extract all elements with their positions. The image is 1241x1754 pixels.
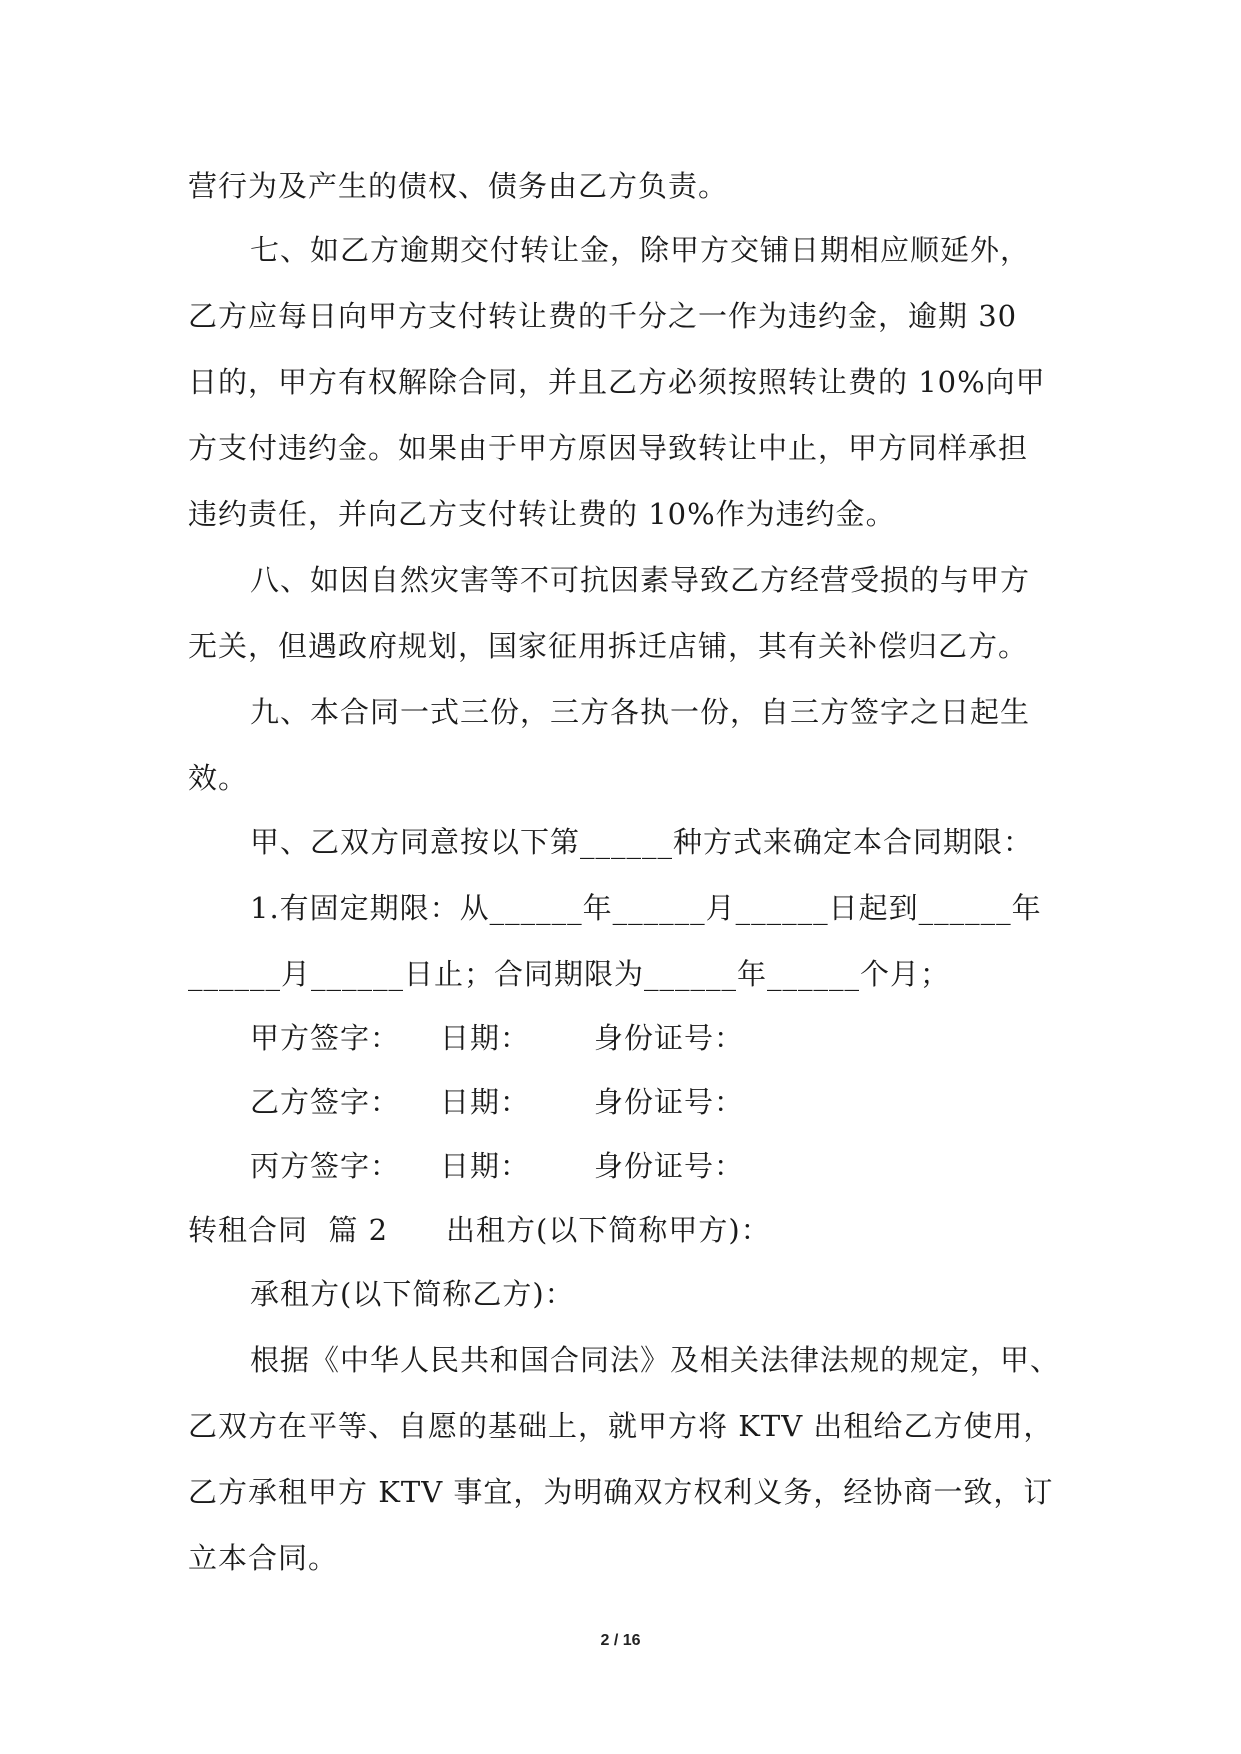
date-label: 日期： [440,1149,531,1183]
signature-label: 甲方签字： [250,1021,401,1055]
paragraph-line: 立本合同。 [188,1541,339,1575]
date-label: 日期： [440,1021,531,1055]
paragraph-line: 方支付违约金。如果由于甲方原因导致转让中止，甲方同样承担 [188,431,1029,465]
id-number-label: 身份证号： [594,1085,745,1119]
paragraph-line: 乙双方在平等、自愿的基础上，就甲方将 KTV 出租给乙方使用， [188,1409,1054,1443]
id-number-label: 身份证号： [594,1021,745,1055]
paragraph-line: 乙方应每日向甲方支付转让费的千分之一作为违约金，逾期 30 [188,299,1018,333]
paragraph-line: 营行为及产生的债权、债务由乙方负责。 [188,169,729,203]
paragraph-line: 效。 [188,761,249,795]
paragraph-line: 七、如乙方逾期交付转让金，除甲方交铺日期相应顺延外， [250,233,1031,267]
paragraph-line: 八、如因自然灾害等不可抗因素导致乙方经营受损的与甲方 [250,563,1031,597]
paragraph-line: 日的，甲方有权解除合同，并且乙方必须按照转让费的 10%向甲 [188,365,1046,399]
section-heading: 转租合同 篇 2 [188,1213,389,1247]
paragraph-line: 甲、乙双方同意按以下第______种方式来确定本合同期限： [250,825,1034,859]
paragraph-line: 违约责任，并向乙方支付转让费的 10%作为违约金。 [188,497,896,531]
id-number-label: 身份证号： [594,1149,745,1183]
paragraph-line: 1.有固定期限：从______年______月______日起到______年 [250,891,1042,925]
lessee-label: 承租方(以下简称乙方)： [250,1277,575,1311]
page-number: 2 / 16 [600,1632,641,1649]
lessor-label: 出租方(以下简称甲方)： [446,1213,771,1247]
paragraph-line: 乙方承租甲方 KTV 事宜，为明确双方权利义务，经协商一致，订 [188,1475,1054,1509]
paragraph-line: 无关，但遇政府规划，国家征用拆迁店铺，其有关补偿归乙方。 [188,629,1029,663]
signature-label: 丙方签字： [250,1149,401,1183]
signature-label: 乙方签字： [250,1085,401,1119]
paragraph-line: ______月______日止；合同期限为______年______个月； [188,957,951,991]
paragraph-line: 九、本合同一式三份，三方各执一份，自三方签字之日起生 [250,695,1031,729]
date-label: 日期： [440,1085,531,1119]
paragraph-line: 根据《中华人民共和国合同法》及相关法律法规的规定，甲、 [250,1343,1061,1377]
